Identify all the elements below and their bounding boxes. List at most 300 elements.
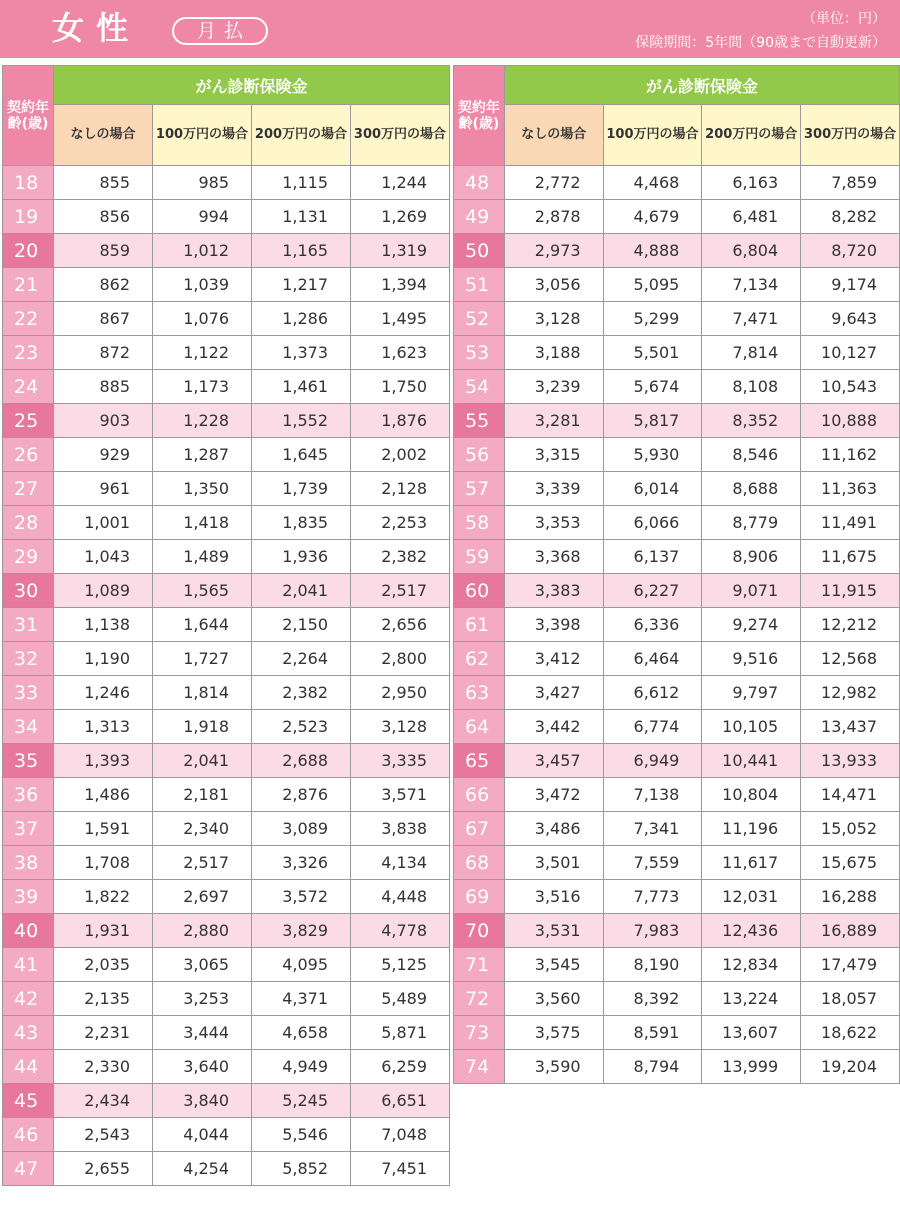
premium-cell: 1,495 bbox=[351, 302, 450, 336]
premium-cell: 13,999 bbox=[702, 1050, 801, 1084]
table-row bbox=[454, 574, 900, 608]
age-cell: 23 bbox=[3, 336, 54, 370]
premium-cell: 6,949 bbox=[603, 744, 702, 778]
age-cell: 60 bbox=[454, 574, 505, 608]
cancer-diagnosis-benefit-header: がん診断保険金 bbox=[54, 66, 450, 105]
premium-cell: 7,559 bbox=[603, 846, 702, 880]
age-cell: 62 bbox=[454, 642, 505, 676]
age-cell: 26 bbox=[3, 438, 54, 472]
age-cell: 28 bbox=[3, 506, 54, 540]
age-cell: 61 bbox=[454, 608, 505, 642]
premium-cell: 1,350 bbox=[153, 472, 252, 506]
premium-cell: 1,876 bbox=[351, 404, 450, 438]
table-row bbox=[454, 370, 900, 404]
premium-cell: 3,427 bbox=[504, 676, 603, 710]
premium-cell: 2,517 bbox=[153, 846, 252, 880]
premium-cell: 9,797 bbox=[702, 676, 801, 710]
age-cell: 54 bbox=[454, 370, 505, 404]
table-row bbox=[454, 404, 900, 438]
table-row bbox=[454, 336, 900, 370]
table-row bbox=[3, 812, 450, 846]
premium-cell: 8,794 bbox=[603, 1050, 702, 1084]
table-row bbox=[3, 948, 450, 982]
premium-cell: 1,286 bbox=[252, 302, 351, 336]
premium-cell: 5,852 bbox=[252, 1152, 351, 1186]
age-cell: 18 bbox=[3, 166, 54, 200]
table-row bbox=[3, 404, 450, 438]
premium-cell: 11,915 bbox=[801, 574, 900, 608]
payment-mode-badge: 月払 bbox=[172, 17, 268, 45]
age-cell: 39 bbox=[3, 880, 54, 914]
premium-cell: 2,253 bbox=[351, 506, 450, 540]
premium-cell: 12,982 bbox=[801, 676, 900, 710]
table-row bbox=[3, 200, 450, 234]
premium-cell: 1,936 bbox=[252, 540, 351, 574]
premium-cell: 3,315 bbox=[504, 438, 603, 472]
cancer-diagnosis-benefit-header: がん診断保険金 bbox=[504, 66, 899, 105]
benefit-option-header: 300万円の場合 bbox=[801, 105, 900, 166]
table-row bbox=[454, 744, 900, 778]
premium-cell: 2,181 bbox=[153, 778, 252, 812]
premium-cell: 6,163 bbox=[702, 166, 801, 200]
premium-cell: 3,353 bbox=[504, 506, 603, 540]
premium-cell: 1,287 bbox=[153, 438, 252, 472]
premium-cell: 7,471 bbox=[702, 302, 801, 336]
premium-cell: 8,282 bbox=[801, 200, 900, 234]
premium-cell: 3,253 bbox=[153, 982, 252, 1016]
benefit-option-header: 100万円の場合 bbox=[603, 105, 702, 166]
premium-cell: 1,489 bbox=[153, 540, 252, 574]
premium-cell: 5,546 bbox=[252, 1118, 351, 1152]
age-cell: 38 bbox=[3, 846, 54, 880]
premium-cell: 8,591 bbox=[603, 1016, 702, 1050]
age-cell: 66 bbox=[454, 778, 505, 812]
premium-cell: 1,623 bbox=[351, 336, 450, 370]
premium-cell: 11,363 bbox=[801, 472, 900, 506]
premium-cell: 16,889 bbox=[801, 914, 900, 948]
premium-cell: 15,052 bbox=[801, 812, 900, 846]
premium-cell: 1,043 bbox=[54, 540, 153, 574]
premium-cell: 1,552 bbox=[252, 404, 351, 438]
age-cell: 36 bbox=[3, 778, 54, 812]
age-cell: 42 bbox=[3, 982, 54, 1016]
table-row bbox=[3, 608, 450, 642]
premium-cell: 6,612 bbox=[603, 676, 702, 710]
table-row bbox=[3, 676, 450, 710]
benefit-option-header: なしの場合 bbox=[504, 105, 603, 166]
premium-cell: 3,486 bbox=[504, 812, 603, 846]
table-row bbox=[3, 234, 450, 268]
premium-cell: 3,442 bbox=[504, 710, 603, 744]
premium-cell: 2,340 bbox=[153, 812, 252, 846]
premium-cell: 13,607 bbox=[702, 1016, 801, 1050]
premium-cell: 3,640 bbox=[153, 1050, 252, 1084]
age-cell: 72 bbox=[454, 982, 505, 1016]
age-column-header: 契約年齢(歳) bbox=[3, 66, 54, 166]
premium-cell: 2,878 bbox=[504, 200, 603, 234]
age-cell: 45 bbox=[3, 1084, 54, 1118]
table-row bbox=[3, 336, 450, 370]
benefit-option-header: なしの場合 bbox=[54, 105, 153, 166]
premium-cell: 11,617 bbox=[702, 846, 801, 880]
premium-cell: 1,115 bbox=[252, 166, 351, 200]
table-row bbox=[454, 200, 900, 234]
premium-cell: 5,299 bbox=[603, 302, 702, 336]
table-row bbox=[3, 302, 450, 336]
premium-cell: 929 bbox=[54, 438, 153, 472]
premium-cell: 19,204 bbox=[801, 1050, 900, 1084]
premium-cell: 2,950 bbox=[351, 676, 450, 710]
premium-cell: 2,973 bbox=[504, 234, 603, 268]
premium-cell: 985 bbox=[153, 166, 252, 200]
age-cell: 32 bbox=[3, 642, 54, 676]
age-cell: 53 bbox=[454, 336, 505, 370]
table-row bbox=[3, 1118, 450, 1152]
premium-cell: 1,138 bbox=[54, 608, 153, 642]
premium-cell: 4,888 bbox=[603, 234, 702, 268]
premium-cell: 5,674 bbox=[603, 370, 702, 404]
premium-cell: 2,264 bbox=[252, 642, 351, 676]
premium-cell: 8,906 bbox=[702, 540, 801, 574]
premium-cell: 961 bbox=[54, 472, 153, 506]
benefit-option-header: 300万円の場合 bbox=[351, 105, 450, 166]
premium-cell: 7,859 bbox=[801, 166, 900, 200]
premium-cell: 2,135 bbox=[54, 982, 153, 1016]
premium-cell: 13,933 bbox=[801, 744, 900, 778]
premium-cell: 7,134 bbox=[702, 268, 801, 302]
premium-cell: 3,590 bbox=[504, 1050, 603, 1084]
premium-cell: 6,336 bbox=[603, 608, 702, 642]
premium-cell: 15,675 bbox=[801, 846, 900, 880]
age-cell: 48 bbox=[454, 166, 505, 200]
premium-cell: 867 bbox=[54, 302, 153, 336]
table-row bbox=[454, 914, 900, 948]
premium-cell: 6,464 bbox=[603, 642, 702, 676]
premium-cell: 12,436 bbox=[702, 914, 801, 948]
premium-cell: 859 bbox=[54, 234, 153, 268]
premium-cell: 1,931 bbox=[54, 914, 153, 948]
premium-cell: 862 bbox=[54, 268, 153, 302]
age-cell: 50 bbox=[454, 234, 505, 268]
premium-cell: 1,822 bbox=[54, 880, 153, 914]
premium-cell: 3,398 bbox=[504, 608, 603, 642]
premium-cell: 11,196 bbox=[702, 812, 801, 846]
age-cell: 67 bbox=[454, 812, 505, 846]
table-row bbox=[454, 710, 900, 744]
premium-cell: 10,127 bbox=[801, 336, 900, 370]
premium-cell: 1,739 bbox=[252, 472, 351, 506]
premium-cell: 6,227 bbox=[603, 574, 702, 608]
premium-cell: 3,339 bbox=[504, 472, 603, 506]
premium-cell: 2,382 bbox=[252, 676, 351, 710]
premium-cell: 5,501 bbox=[603, 336, 702, 370]
age-cell: 69 bbox=[454, 880, 505, 914]
premium-cell: 12,568 bbox=[801, 642, 900, 676]
premium-cell: 7,773 bbox=[603, 880, 702, 914]
premium-cell: 6,774 bbox=[603, 710, 702, 744]
premium-cell: 3,368 bbox=[504, 540, 603, 574]
page-title: 女性 bbox=[52, 9, 141, 47]
age-cell: 70 bbox=[454, 914, 505, 948]
premium-cell: 1,373 bbox=[252, 336, 351, 370]
age-cell: 34 bbox=[3, 710, 54, 744]
premium-cell: 1,173 bbox=[153, 370, 252, 404]
age-cell: 30 bbox=[3, 574, 54, 608]
premium-cell: 9,274 bbox=[702, 608, 801, 642]
premium-cell: 4,371 bbox=[252, 982, 351, 1016]
table-row bbox=[3, 880, 450, 914]
premium-cell: 12,834 bbox=[702, 948, 801, 982]
table-row bbox=[3, 710, 450, 744]
premium-cell: 2,434 bbox=[54, 1084, 153, 1118]
age-cell: 57 bbox=[454, 472, 505, 506]
premium-cell: 6,804 bbox=[702, 234, 801, 268]
age-cell: 46 bbox=[3, 1118, 54, 1152]
premium-cell: 5,871 bbox=[351, 1016, 450, 1050]
premium-cell: 8,546 bbox=[702, 438, 801, 472]
premium-cell: 1,461 bbox=[252, 370, 351, 404]
premium-cell: 3,128 bbox=[351, 710, 450, 744]
table-row bbox=[3, 438, 450, 472]
premium-cell: 9,174 bbox=[801, 268, 900, 302]
premium-cell: 6,014 bbox=[603, 472, 702, 506]
premium-cell: 10,105 bbox=[702, 710, 801, 744]
premium-cell: 3,571 bbox=[351, 778, 450, 812]
premium-cell: 1,217 bbox=[252, 268, 351, 302]
premium-cell: 6,259 bbox=[351, 1050, 450, 1084]
age-cell: 31 bbox=[3, 608, 54, 642]
table-row bbox=[454, 948, 900, 982]
premium-cell: 8,392 bbox=[603, 982, 702, 1016]
premium-cell: 3,383 bbox=[504, 574, 603, 608]
premium-cell: 1,565 bbox=[153, 574, 252, 608]
age-cell: 63 bbox=[454, 676, 505, 710]
age-cell: 49 bbox=[454, 200, 505, 234]
premium-cell: 856 bbox=[54, 200, 153, 234]
age-cell: 56 bbox=[454, 438, 505, 472]
premium-cell: 2,041 bbox=[252, 574, 351, 608]
age-cell: 19 bbox=[3, 200, 54, 234]
premium-cell: 6,066 bbox=[603, 506, 702, 540]
premium-cell: 1,089 bbox=[54, 574, 153, 608]
premium-cell: 4,134 bbox=[351, 846, 450, 880]
premium-cell: 14,471 bbox=[801, 778, 900, 812]
premium-cell: 10,888 bbox=[801, 404, 900, 438]
premium-cell: 3,840 bbox=[153, 1084, 252, 1118]
premium-cell: 12,212 bbox=[801, 608, 900, 642]
table-row bbox=[454, 982, 900, 1016]
table-row bbox=[3, 574, 450, 608]
table-row bbox=[3, 370, 450, 404]
premium-cell: 2,656 bbox=[351, 608, 450, 642]
age-cell: 27 bbox=[3, 472, 54, 506]
table-row bbox=[454, 812, 900, 846]
premium-cell: 2,041 bbox=[153, 744, 252, 778]
premium-cell: 2,150 bbox=[252, 608, 351, 642]
premium-cell: 7,814 bbox=[702, 336, 801, 370]
premium-cell: 11,491 bbox=[801, 506, 900, 540]
benefit-option-header: 100万円の場合 bbox=[153, 105, 252, 166]
age-cell: 55 bbox=[454, 404, 505, 438]
premium-cell: 2,772 bbox=[504, 166, 603, 200]
table-row bbox=[3, 1016, 450, 1050]
age-cell: 35 bbox=[3, 744, 54, 778]
age-column-header: 契約年齢(歳) bbox=[454, 66, 505, 166]
premium-cell: 13,437 bbox=[801, 710, 900, 744]
table-row bbox=[454, 1016, 900, 1050]
premium-cell: 994 bbox=[153, 200, 252, 234]
premium-cell: 1,313 bbox=[54, 710, 153, 744]
premium-cell: 1,190 bbox=[54, 642, 153, 676]
premium-cell: 2,880 bbox=[153, 914, 252, 948]
premium-cell: 2,523 bbox=[252, 710, 351, 744]
table-row bbox=[3, 506, 450, 540]
premium-cell: 5,489 bbox=[351, 982, 450, 1016]
premium-cell: 1,750 bbox=[351, 370, 450, 404]
premium-cell: 2,002 bbox=[351, 438, 450, 472]
table-row bbox=[454, 846, 900, 880]
table-row bbox=[454, 1050, 900, 1084]
table-row bbox=[3, 1050, 450, 1084]
premium-cell: 1,393 bbox=[54, 744, 153, 778]
premium-cell: 1,645 bbox=[252, 438, 351, 472]
premium-cell: 3,457 bbox=[504, 744, 603, 778]
premium-cell: 1,394 bbox=[351, 268, 450, 302]
premium-cell: 6,137 bbox=[603, 540, 702, 574]
premium-cell: 3,335 bbox=[351, 744, 450, 778]
table-row bbox=[3, 1084, 450, 1118]
premium-cell: 1,165 bbox=[252, 234, 351, 268]
premium-cell: 1,918 bbox=[153, 710, 252, 744]
premium-cell: 5,125 bbox=[351, 948, 450, 982]
table-row bbox=[454, 438, 900, 472]
premium-cell: 1,122 bbox=[153, 336, 252, 370]
age-cell: 43 bbox=[3, 1016, 54, 1050]
premium-cell: 9,643 bbox=[801, 302, 900, 336]
premium-cell: 1,708 bbox=[54, 846, 153, 880]
age-cell: 71 bbox=[454, 948, 505, 982]
age-cell: 64 bbox=[454, 710, 505, 744]
table-row bbox=[3, 268, 450, 302]
premium-cell: 872 bbox=[54, 336, 153, 370]
table-row bbox=[3, 540, 450, 574]
premium-cell: 7,341 bbox=[603, 812, 702, 846]
premium-cell: 4,679 bbox=[603, 200, 702, 234]
premium-cell: 2,876 bbox=[252, 778, 351, 812]
age-cell: 29 bbox=[3, 540, 54, 574]
premium-cell: 5,095 bbox=[603, 268, 702, 302]
premium-cell: 8,688 bbox=[702, 472, 801, 506]
age-cell: 73 bbox=[454, 1016, 505, 1050]
premium-cell: 9,071 bbox=[702, 574, 801, 608]
premium-cell: 3,572 bbox=[252, 880, 351, 914]
premium-cell: 10,804 bbox=[702, 778, 801, 812]
table-row bbox=[3, 744, 450, 778]
premium-cell: 8,352 bbox=[702, 404, 801, 438]
age-cell: 74 bbox=[454, 1050, 505, 1084]
age-cell: 65 bbox=[454, 744, 505, 778]
table-row bbox=[454, 234, 900, 268]
premium-cell: 1,319 bbox=[351, 234, 450, 268]
table-row bbox=[454, 268, 900, 302]
age-cell: 68 bbox=[454, 846, 505, 880]
premium-cell: 3,838 bbox=[351, 812, 450, 846]
premium-cell: 8,779 bbox=[702, 506, 801, 540]
premium-cell: 3,501 bbox=[504, 846, 603, 880]
premium-cell: 1,835 bbox=[252, 506, 351, 540]
premium-cell: 3,829 bbox=[252, 914, 351, 948]
premium-cell: 6,651 bbox=[351, 1084, 450, 1118]
premium-cell: 2,231 bbox=[54, 1016, 153, 1050]
premium-cell: 8,108 bbox=[702, 370, 801, 404]
age-cell: 41 bbox=[3, 948, 54, 982]
premium-cell: 1,076 bbox=[153, 302, 252, 336]
premium-cell: 1,814 bbox=[153, 676, 252, 710]
premium-cell: 18,622 bbox=[801, 1016, 900, 1050]
premium-cell: 3,056 bbox=[504, 268, 603, 302]
premium-cell: 2,697 bbox=[153, 880, 252, 914]
premium-cell: 7,048 bbox=[351, 1118, 450, 1152]
premium-cell: 4,448 bbox=[351, 880, 450, 914]
premium-cell: 2,128 bbox=[351, 472, 450, 506]
premium-cell: 6,481 bbox=[702, 200, 801, 234]
table-row bbox=[454, 676, 900, 710]
premium-cell: 2,517 bbox=[351, 574, 450, 608]
premium-cell: 17,479 bbox=[801, 948, 900, 982]
premium-cell: 1,246 bbox=[54, 676, 153, 710]
premium-table-left bbox=[2, 65, 450, 1186]
premium-cell: 3,516 bbox=[504, 880, 603, 914]
premium-cell: 1,039 bbox=[153, 268, 252, 302]
table-row bbox=[454, 608, 900, 642]
premium-cell: 1,244 bbox=[351, 166, 450, 200]
premium-cell: 3,128 bbox=[504, 302, 603, 336]
premium-cell: 11,675 bbox=[801, 540, 900, 574]
premium-cell: 3,188 bbox=[504, 336, 603, 370]
premium-cell: 3,326 bbox=[252, 846, 351, 880]
premium-cell: 7,451 bbox=[351, 1152, 450, 1186]
premium-cell: 3,472 bbox=[504, 778, 603, 812]
premium-cell: 4,095 bbox=[252, 948, 351, 982]
table-row bbox=[3, 982, 450, 1016]
table-row bbox=[3, 846, 450, 880]
premium-cell: 5,817 bbox=[603, 404, 702, 438]
premium-cell: 2,688 bbox=[252, 744, 351, 778]
premium-cell: 1,418 bbox=[153, 506, 252, 540]
benefit-option-header: 200万円の場合 bbox=[702, 105, 801, 166]
premium-cell: 2,800 bbox=[351, 642, 450, 676]
premium-cell: 4,949 bbox=[252, 1050, 351, 1084]
premium-cell: 3,575 bbox=[504, 1016, 603, 1050]
age-cell: 24 bbox=[3, 370, 54, 404]
premium-cell: 13,224 bbox=[702, 982, 801, 1016]
premium-cell: 11,162 bbox=[801, 438, 900, 472]
premium-cell: 1,486 bbox=[54, 778, 153, 812]
table-row bbox=[454, 880, 900, 914]
premium-cell: 1,131 bbox=[252, 200, 351, 234]
premium-cell: 7,138 bbox=[603, 778, 702, 812]
table-row bbox=[454, 540, 900, 574]
premium-cell: 3,444 bbox=[153, 1016, 252, 1050]
table-row bbox=[454, 642, 900, 676]
premium-cell: 2,655 bbox=[54, 1152, 153, 1186]
benefit-option-header: 200万円の場合 bbox=[252, 105, 351, 166]
table-row bbox=[3, 166, 450, 200]
table-row bbox=[454, 302, 900, 336]
age-cell: 44 bbox=[3, 1050, 54, 1084]
age-cell: 58 bbox=[454, 506, 505, 540]
premium-cell: 2,543 bbox=[54, 1118, 153, 1152]
